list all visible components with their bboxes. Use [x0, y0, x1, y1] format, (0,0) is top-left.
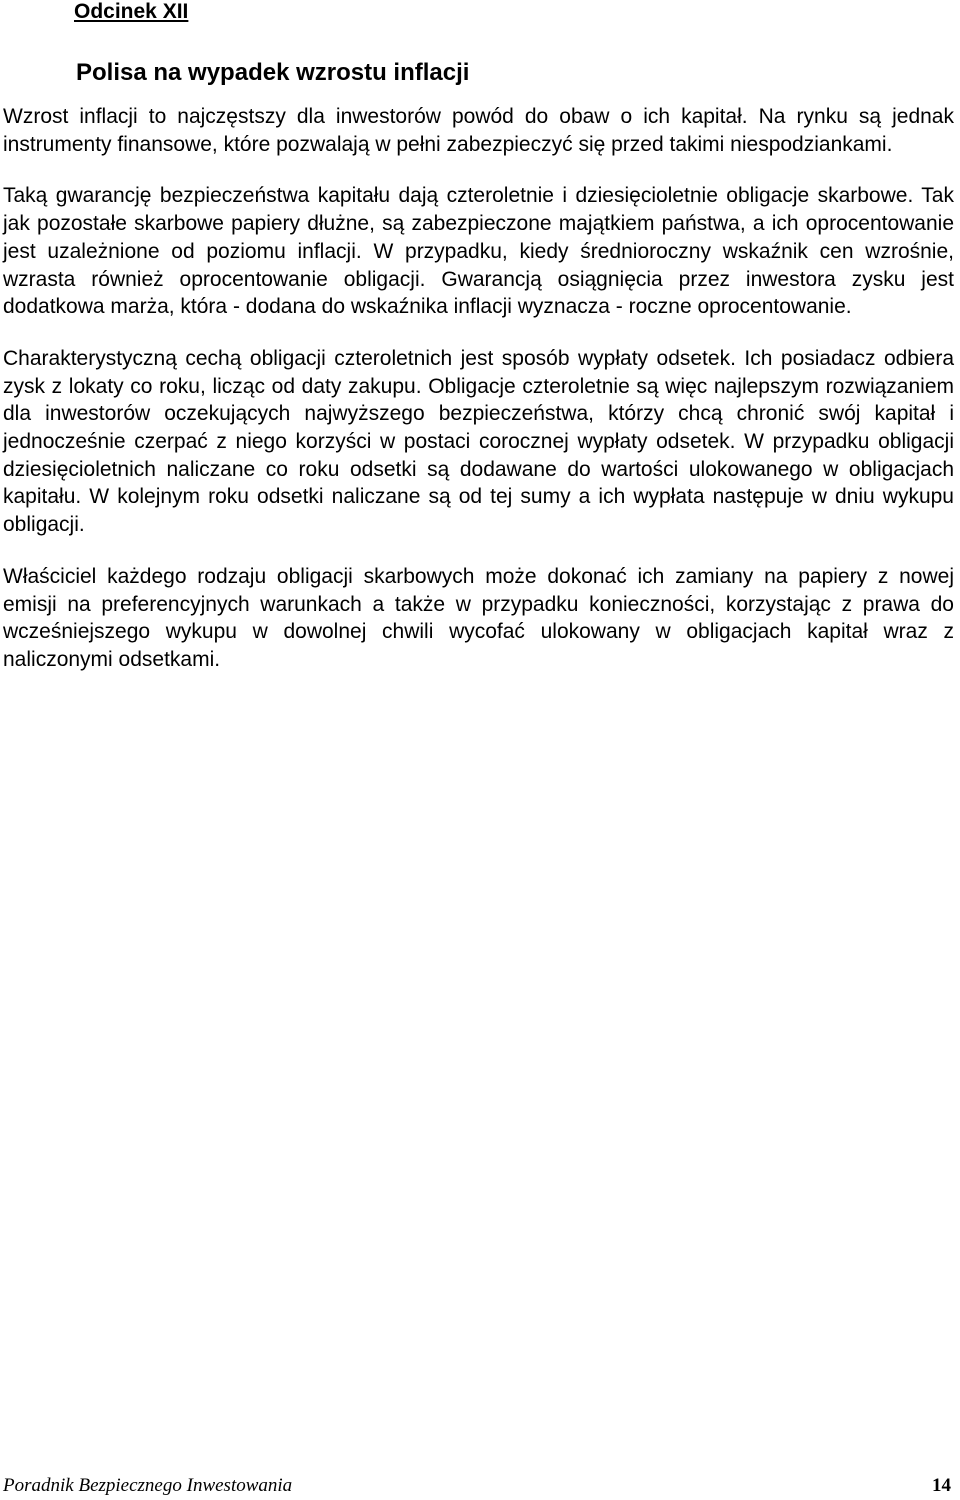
page-footer: [3, 1474, 951, 1500]
page-number: 14: [932, 1475, 951, 1496]
article-body: [3, 103, 954, 698]
paragraph-intro: Wzrost inflacji to najczęstszy dla inwestorów powód do obaw o ich kapitał. Na rynku są jednak instrumenty finansowe, które pozwalają w pełni zabezpieczyć się przed takimi niespodziankami.: [3, 105, 954, 156]
section-label: Odcinek XII: [74, 0, 189, 23]
paragraph-exchange-redemption: Właściciel każdego rodzaju obligacji skarbowych może dokonać ich zamiany na papiery z nowej emisji na preferencyjnych warunkach a także w przypadku konieczności, korzystając z prawa do wcześniejszego wykupu w dowolnej chwili wycofać ulokowany w obligacjach kapitał wraz z naliczonymi odsetkami.: [3, 564, 954, 671]
paragraph-guarantee: Taką gwarancję bezpieczeństwa kapitału dają czteroletnie i dziesięcioletnie obligacje skarbowe. Tak jak pozostałe skarbowe papiery dłużne, są zabezpieczone majątkiem państwa, a ich oprocentowanie jest uzależnione od poziomu inflacji. W przypadku, kiedy średnioroczny wskaźnik cen wzrośnie, wzrasta również oprocentowanie obligacji. Gwarancją osiągnięcia przez inwestora zysku jest dodatkowa marża, która - dodana do wskaźnika inflacji wyznacza - roczne oprocentowanie.: [3, 184, 954, 319]
page-title: Polisa na wypadek wzrostu inflacji: [76, 59, 470, 86]
footer-publication-title: Poradnik Bezpiecznego Inwestowania: [3, 1475, 293, 1496]
paragraph-interest-payment: Charakterystyczną cechą obligacji czteroletnich jest sposób wypłaty odsetek. Ich posiadacz odbiera zysk z lokaty co roku, licząc od daty zakupu. Obligacje czteroletnie są więc najlepszym rozwiązaniem dla inwestorów oczekujących najwyższego bezpieczeństwa, którzy chcą chronić swój kapitał i jednocześnie czerpać z niego korzyści w postaci corocznej wypłaty odsetek. W przypadku obligacji dziesięcioletnich naliczane co roku odsetki są dodawane do wartości ulokowanego w obligacjach kapitału. W kolejnym roku odsetki naliczane są od tej sumy a ich wypłata następuje w dniu wykupu obligacji.: [3, 346, 954, 537]
